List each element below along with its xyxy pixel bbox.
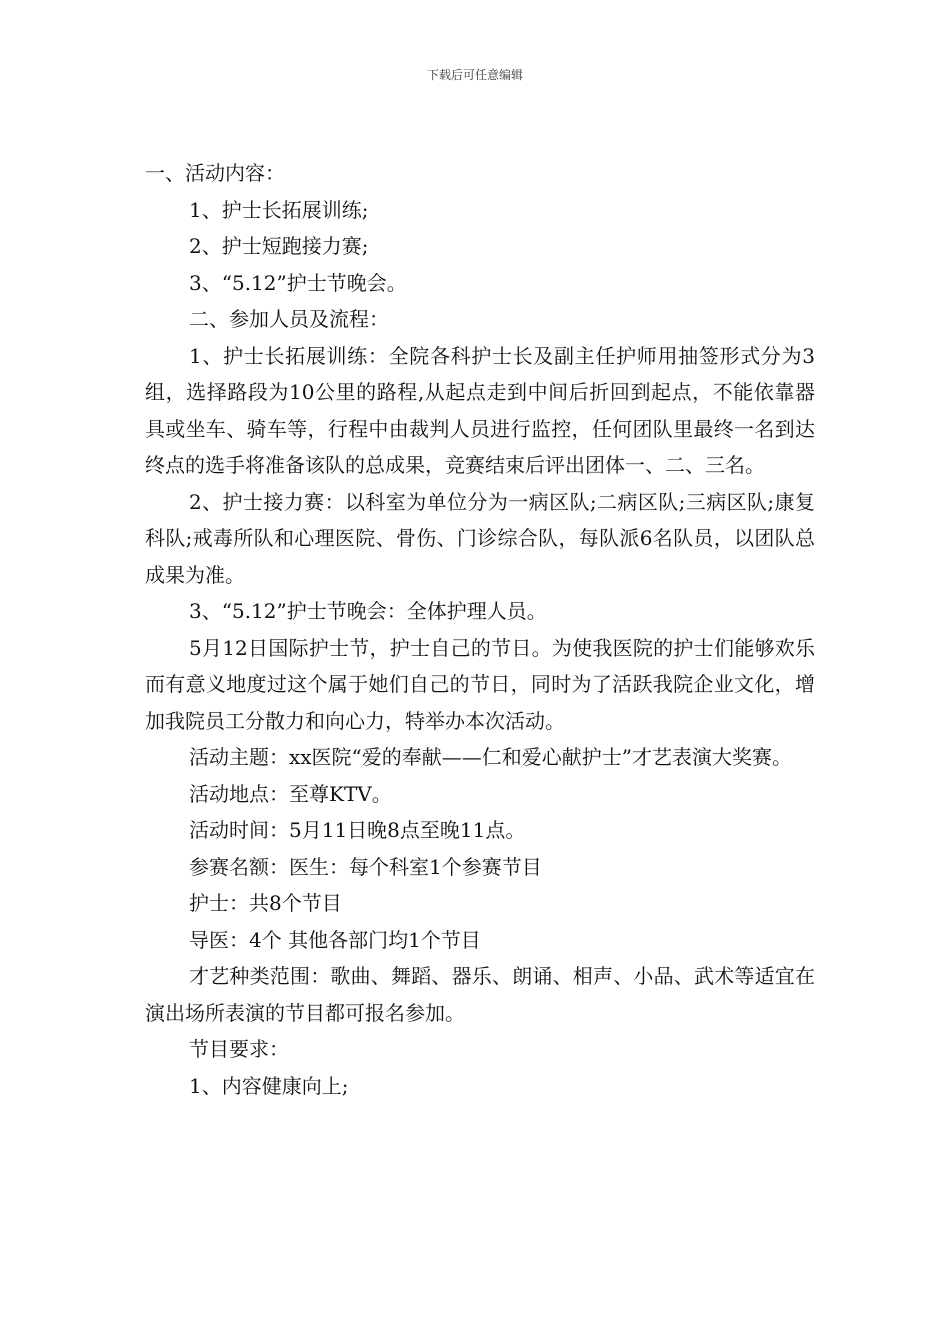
- page-header: 下载后可任意编辑: [426, 68, 523, 82]
- paragraph: 护士：共8个节目: [189, 891, 342, 915]
- section-heading-activities: 一、活动内容：: [145, 161, 285, 185]
- list-item: 3、“5.12”护士节晚会。: [189, 270, 407, 295]
- paragraph: 节目要求：: [189, 1037, 289, 1061]
- paragraph: 参赛名额：医生：每个科室1个参赛节目: [189, 854, 542, 879]
- paragraph: 2、护士接力赛：以科室为单位分为一病区队;二病区队;三病区队;康复科队;戒毒所队和心理医院、骨伤、门诊综合队，每队派6名队员，以团队总成果为准。: [145, 489, 815, 587]
- document-body: [145, 155, 815, 1104]
- paragraph: 5月12日国际护士节，护士自己的节日。为使我医院的护士们能够欢乐而有意义地度过这个属于她们自己的节日，同时为了活跃我院企业文化，增加我院员工分散力和向心力，特举办本次活动。: [145, 635, 815, 733]
- list-item: 2、护士短跑接力赛;: [189, 234, 369, 258]
- section-heading-participants: 二、参加人员及流程：: [189, 307, 389, 331]
- paragraph: 活动地点：至尊KTV。: [189, 781, 392, 806]
- paragraph: 活动时间：5月11日晚8点至晚11点。: [189, 818, 526, 842]
- list-item: 1、内容健康向上;: [189, 1073, 349, 1098]
- paragraph: 导医：4个 其他各部门均1个节目: [189, 927, 481, 952]
- paragraph: 1、护士长拓展训练：全院各科护士长及副主任护师用抽签形式分为3组，选择路段为10公里的路程,从起点走到中间后折回到起点，不能依靠器具或坐车、骑车等，行程中由裁判人员进行监控，任何团队里最终一名到达终点的选手将准备该队的总成果，竞赛结束后评出团体一、二、三名。: [145, 343, 815, 477]
- list-item: 1、护士长拓展训练;: [189, 197, 369, 222]
- paragraph: 才艺种类范围：歌曲、舞蹈、器乐、朗诵、相声、小品、武术等适宜在演出场所表演的节目都可报名参加。: [145, 964, 815, 1025]
- paragraph: 活动主题：xx医院“爱的奉献——仁和爱心献护士”才艺表演大奖赛。: [189, 745, 793, 769]
- paragraph: 3、“5.12”护士节晚会：全体护理人员。: [189, 599, 547, 623]
